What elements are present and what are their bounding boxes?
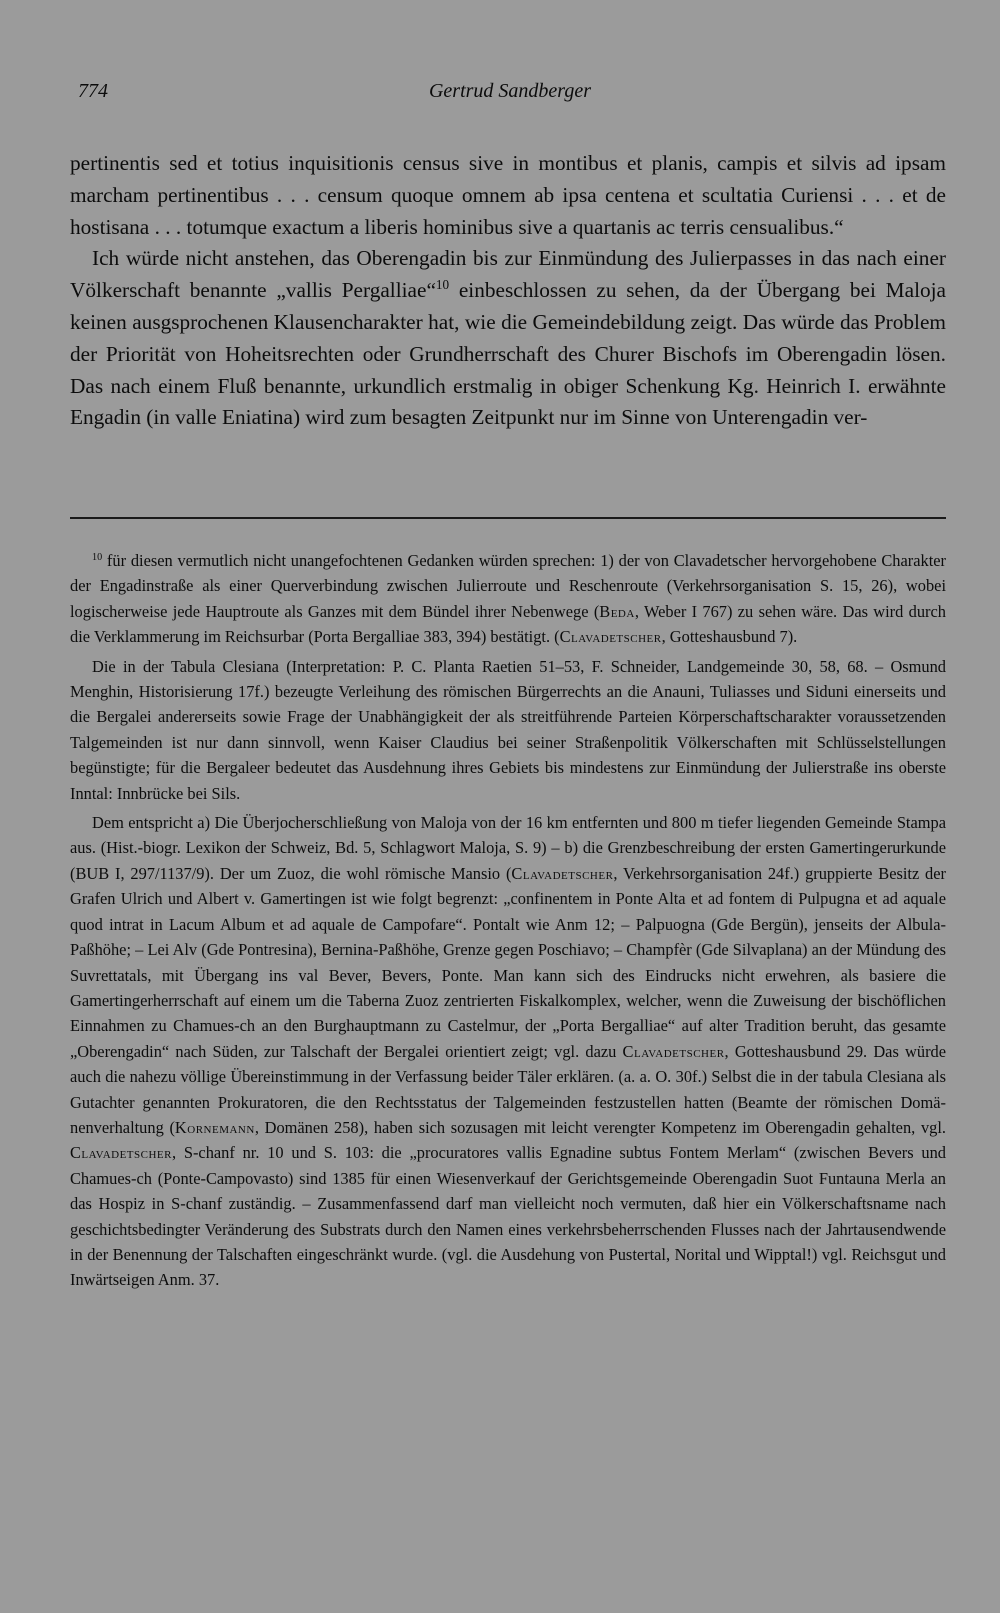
footnote-number: 10 bbox=[92, 551, 103, 563]
paragraph-oberengadin bbox=[70, 243, 946, 434]
footnote-paragraph-tabula: Die in der Tabula Clesiana (Interpretation: P. C. Planta Raetien 51–53, F. Schneider, Landgemeinde 30, 58, 68. – Osmund Menghin, Historisierung 17f.) bezeugte Verleihung des römischen Bürgerrechts an die Anauni, Tuliasses und Siduni einerseits und die Bergalei andererseits sowie Frage der Unabhängigkeit der als streitführende Parteien Körperschaftscharakter voraussetzenden Talgemeinden ist nur dann sinnvoll, wenn Kaiser Claudius bei seiner Straßenpolitik Völkerschaften mit Schlüsselstellungen begünstigte; für die Bergaleer bedeutet das Ausdehnung ihres Gebiets bis mindestens zur Einmündung der Julierstraße ins oberste Inntal: Innbrücke bei Sils. bbox=[70, 656, 946, 803]
author-name: Clavadetscher bbox=[70, 1143, 172, 1163]
footnote-reference[interactable]: 10 bbox=[435, 277, 450, 293]
page-number: 774 bbox=[78, 80, 108, 102]
author-name: Beda bbox=[599, 601, 635, 621]
paragraph-latin-quote: pertinentis sed et totius inquisitionis census sive in montibus et planis, campis et silvis ad ipsam marcham pertinentibus . . . censum quoque omnem ab ipsa centena et scultatia Curiensi . . . et de hostisana . . . totumque exactum a liberis hominibus sive a quartanis ac terris censualibus.“ bbox=[70, 151, 946, 239]
footnote-text: , Weber I 767) zu sehen wäre. Das wird durch die Verklammerung im Reichsurbar (Porta Bergalliae 383, 394) bestätigt. ( bbox=[70, 601, 946, 647]
footnote-text: für diesen vermutlich nicht unangefochtenen Gedanken würden sprechen: 1) der von Clavadetscher hervorgehobene Charakter der Engadinstraße als einer Querverbindung zwischen Julierroute und Reschenroute (Verkehrsorganisation S. 15, 26), wobei logischerweise jede Hauptroute als Ganzes mit dem Bündel ihrer Nebenwege ( bbox=[70, 551, 946, 621]
paragraph-text: Ich würde nicht anstehen, das Oberengadin bis zur Einmündung des Julierpasses in das nach einer Völkerschaft benannte „vallis Pergalliae“ bbox=[70, 246, 946, 303]
footnote-separator bbox=[70, 517, 946, 519]
main-text bbox=[70, 148, 946, 434]
footnote-paragraph-gamertingen bbox=[70, 810, 946, 1293]
paragraph-text: einbeschlossen zu sehen, da der Übergang bei Maloja keinen ausgsprochenen Klausencharakter hat, wie die Gemeindebildung zeigt. Das würde das Problem der Priorität von Hoheitsrechten oder Grundherrschaft des Churer Bischofs im Oberengadin lösen. Das nach einem Fluß benannte, urkundlich erstmalig in obiger Schenkung Kg. Heinrich I. erwähnte Engadin (in valle Eniatina) wird zum besagten Zeitpunkt nur im Sinne von Unterengadin ver- bbox=[70, 278, 946, 430]
running-head: Gertrud Sandberger bbox=[428, 80, 592, 102]
footnote-text: , S-chanf nr. 10 und S. 103: die „procuratores vallis Egnadine subtus Fontem Merlam“ (zwischen Bevers und Chamues-ch (Ponte-Campovasto) sind 1385 für einen Wiesenverkauf der Gerichtsgemeinde Oberengadin Suot Funtauna Merla an das Hospiz in S-chanf zuständig. – Zusammenfassend darf man vielleicht noch vermuten, daß hier ein Völkerschaftsname nach geschichtsbedingter Veränderung des Substrats durch den Namen eines verkehrsbeherrschenden Flusses nach der Jahrtausendwende in der Benennung der Talschaften eingeschränkt wurde. (vgl. die Ausdehung von Pustertal, Norital und Wipptal!) vgl. Reichsgut und Inwärtseigen Anm. 37. bbox=[70, 1143, 946, 1290]
author-name: Kornemann bbox=[174, 1117, 255, 1137]
author-name: Clavadetscher bbox=[622, 1041, 725, 1061]
footnote-text: , Verkehrsorganisation 24f.) gruppierte Besitz der Grafen Ulrich und Albert v. Gamertingen ist wie folgt begrenzt: „confinentem in Ponte Alta et ad fontem di Pulpugna et ad aquale quod intrat in Lacum Album et ad aquale de Campofare“. Pontalt wie Anm 12; – Palpuogna (Gde Bergün), jenseits der Albula-Paßhöhe; – Lei Alv (Gde Pontresina), Bernina-Paßhöhe, Grenze gegen Poschiavo; – Champfèr (Gde Silvaplana) an der Mündung des Suvrettatals, mit Übergang ins val Bever, Bevers, Ponte. Man kann sich des Eindrucks nicht erwehren, als basiere die Gamertingerherrschaft auf einem um die Taberna Zuoz zentrierten Fiskalkomplex, welcher, wenn die Zuweisung der bischöflichen Einnahmen zu Chamues-ch an den Burghauptmann zu Castelmur, der „Porta Bergalliae“ auf alter Tradition beruht, das gesamte „Oberengadin“ nach Süden, zur Talschaft der Bergalei orientiert zeigt; vgl. dazu bbox=[70, 863, 946, 1061]
author-name: Clavadetscher bbox=[511, 863, 614, 883]
page-header bbox=[78, 80, 942, 110]
author-name: Clavadetscher bbox=[559, 627, 662, 647]
footnotes bbox=[70, 548, 946, 1293]
footnote-10 bbox=[70, 548, 946, 650]
footnote-text: , Gotteshausbund 29. Das würde auch die nahezu völlige Übereinstimmung in der Verfassung beider Täler erklären. (a. a. O. 30f.) Selbst die in der tabula Clesiana als Gutachter genannten Prokuratoren, die den Rechtsstatus der Talgemeinden festzustellen hatten (Beamte der römischen Domänenverhaltung ( bbox=[70, 1041, 947, 1137]
footnote-text: , Domänen 258), haben sich sozusagen mit leicht verengter Kompetenz im Oberengadin gehalten, vgl. bbox=[254, 1117, 946, 1137]
footnote-text: , Gotteshausbund 7). bbox=[661, 627, 798, 647]
footnote-text: Dem entspricht a) Die Überjocherschließung von Maloja von der 16 km entfernten und 800 m tiefer liegenden Gemeinde Stampa aus. (Hist.-biogr. Lexikon der Schweiz, Bd. 5, Schlagwort Maloja, S. 9) – b) die Grenzbeschreibung der ersten Gamertingerurkunde (BUB I, 297/1137/9). Der um Zuoz, die wohl römische Mansio ( bbox=[70, 813, 946, 883]
